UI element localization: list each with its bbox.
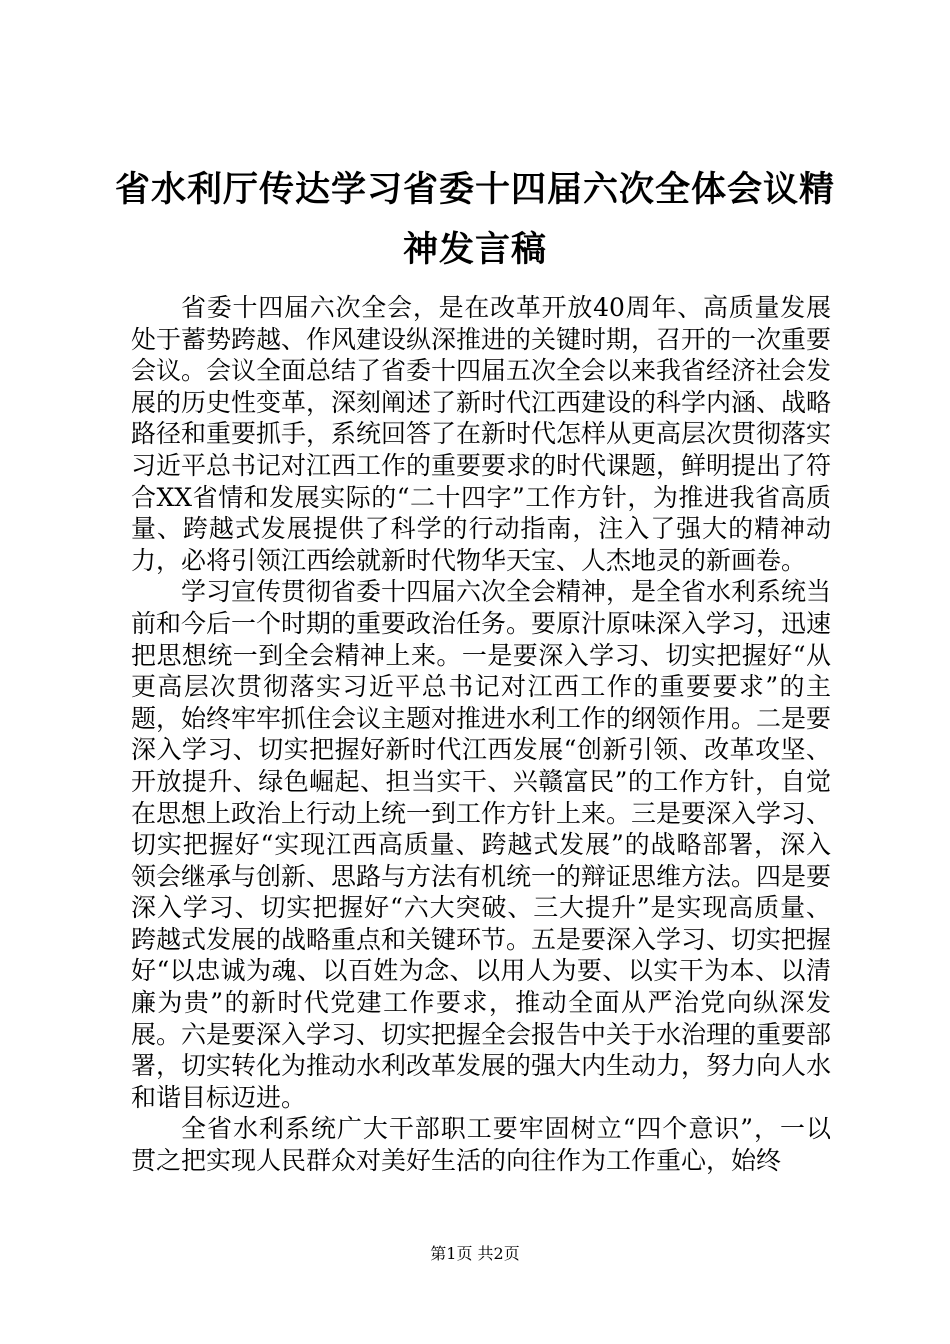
document-body [131, 292, 831, 1177]
paragraph-3: 全省水利系统广大干部职工要牢固树立“四个意识”，一以贯之把实现人民群众对美好生活的向往作为工作重心，始终 [131, 1114, 831, 1176]
paragraph-2: 学习宣传贯彻省委十四届六次全会精神，是全省水利系统当前和今后一个时期的重要政治任务。要原汁原味深入学习，迅速把思想统一到全会精神上来。一是要深入学习、切实把握好“从更高层次贯彻落实习近平总书记对江西工作的重要要求”的主题，始终牢牢抓住会议主题对推进水利工作的纲领作用。二是要深入学习、切实把握好新时代江西发展“创新引领、改革攻坚、开放提升、绿色崛起、担当实干、兴赣富民”的工作方针，自觉在思想上政治上行动上统一到工作方针上来。三是要深入学习、切实把握好“实现江西高质量、跨越式发展”的战略部署，深入领会继承与创新、思路与方法有机统一的辩证思维方法。四是要深入学习、切实把握好“六大突破、三大提升”是实现高质量、跨越式发展的战略重点和关键环节。五是要深入学习、切实把握好“以忠诚为魂、以百姓为念、以用人为要、以实干为本、以清廉为贵”的新时代党建工作要求，推动全面从严治党向纵深发展。六是要深入学习、切实把握全会报告中关于水治理的重要部署，切实转化为推动水利改革发展的强大内生动力，努力向人水和谐目标迈进。 [131, 577, 832, 1112]
paragraph-1: 省委十四届六次全会，是在改革开放40周年、高质量发展处于蓄势跨越、作风建设纵深推进的关键时期，召开的一次重要会议。会议全面总结了省委十四届五次全会以来我省经济社会发展的历史性变革，深刻阐述了新时代江西建设的科学内涵、战略路径和重要抓手，系统回答了在新时代怎样从更高层次贯彻落实习近平总书记对江西工作的重要要求的时代课题，鲜明提出了符合XX省情和发展实际的“二十四字”工作方针，为推进我省高质量、跨越式发展提供了科学的行动指南，注入了强大的精神动力，必将引领江西绘就新时代物华天宝、人杰地灵的新画卷。 [131, 293, 832, 575]
document-title: 省水利厅传达学习省委十四届六次全体会议精神发言稿 [114, 170, 835, 270]
page-footer: 第1页 共2页 [430, 1244, 520, 1263]
